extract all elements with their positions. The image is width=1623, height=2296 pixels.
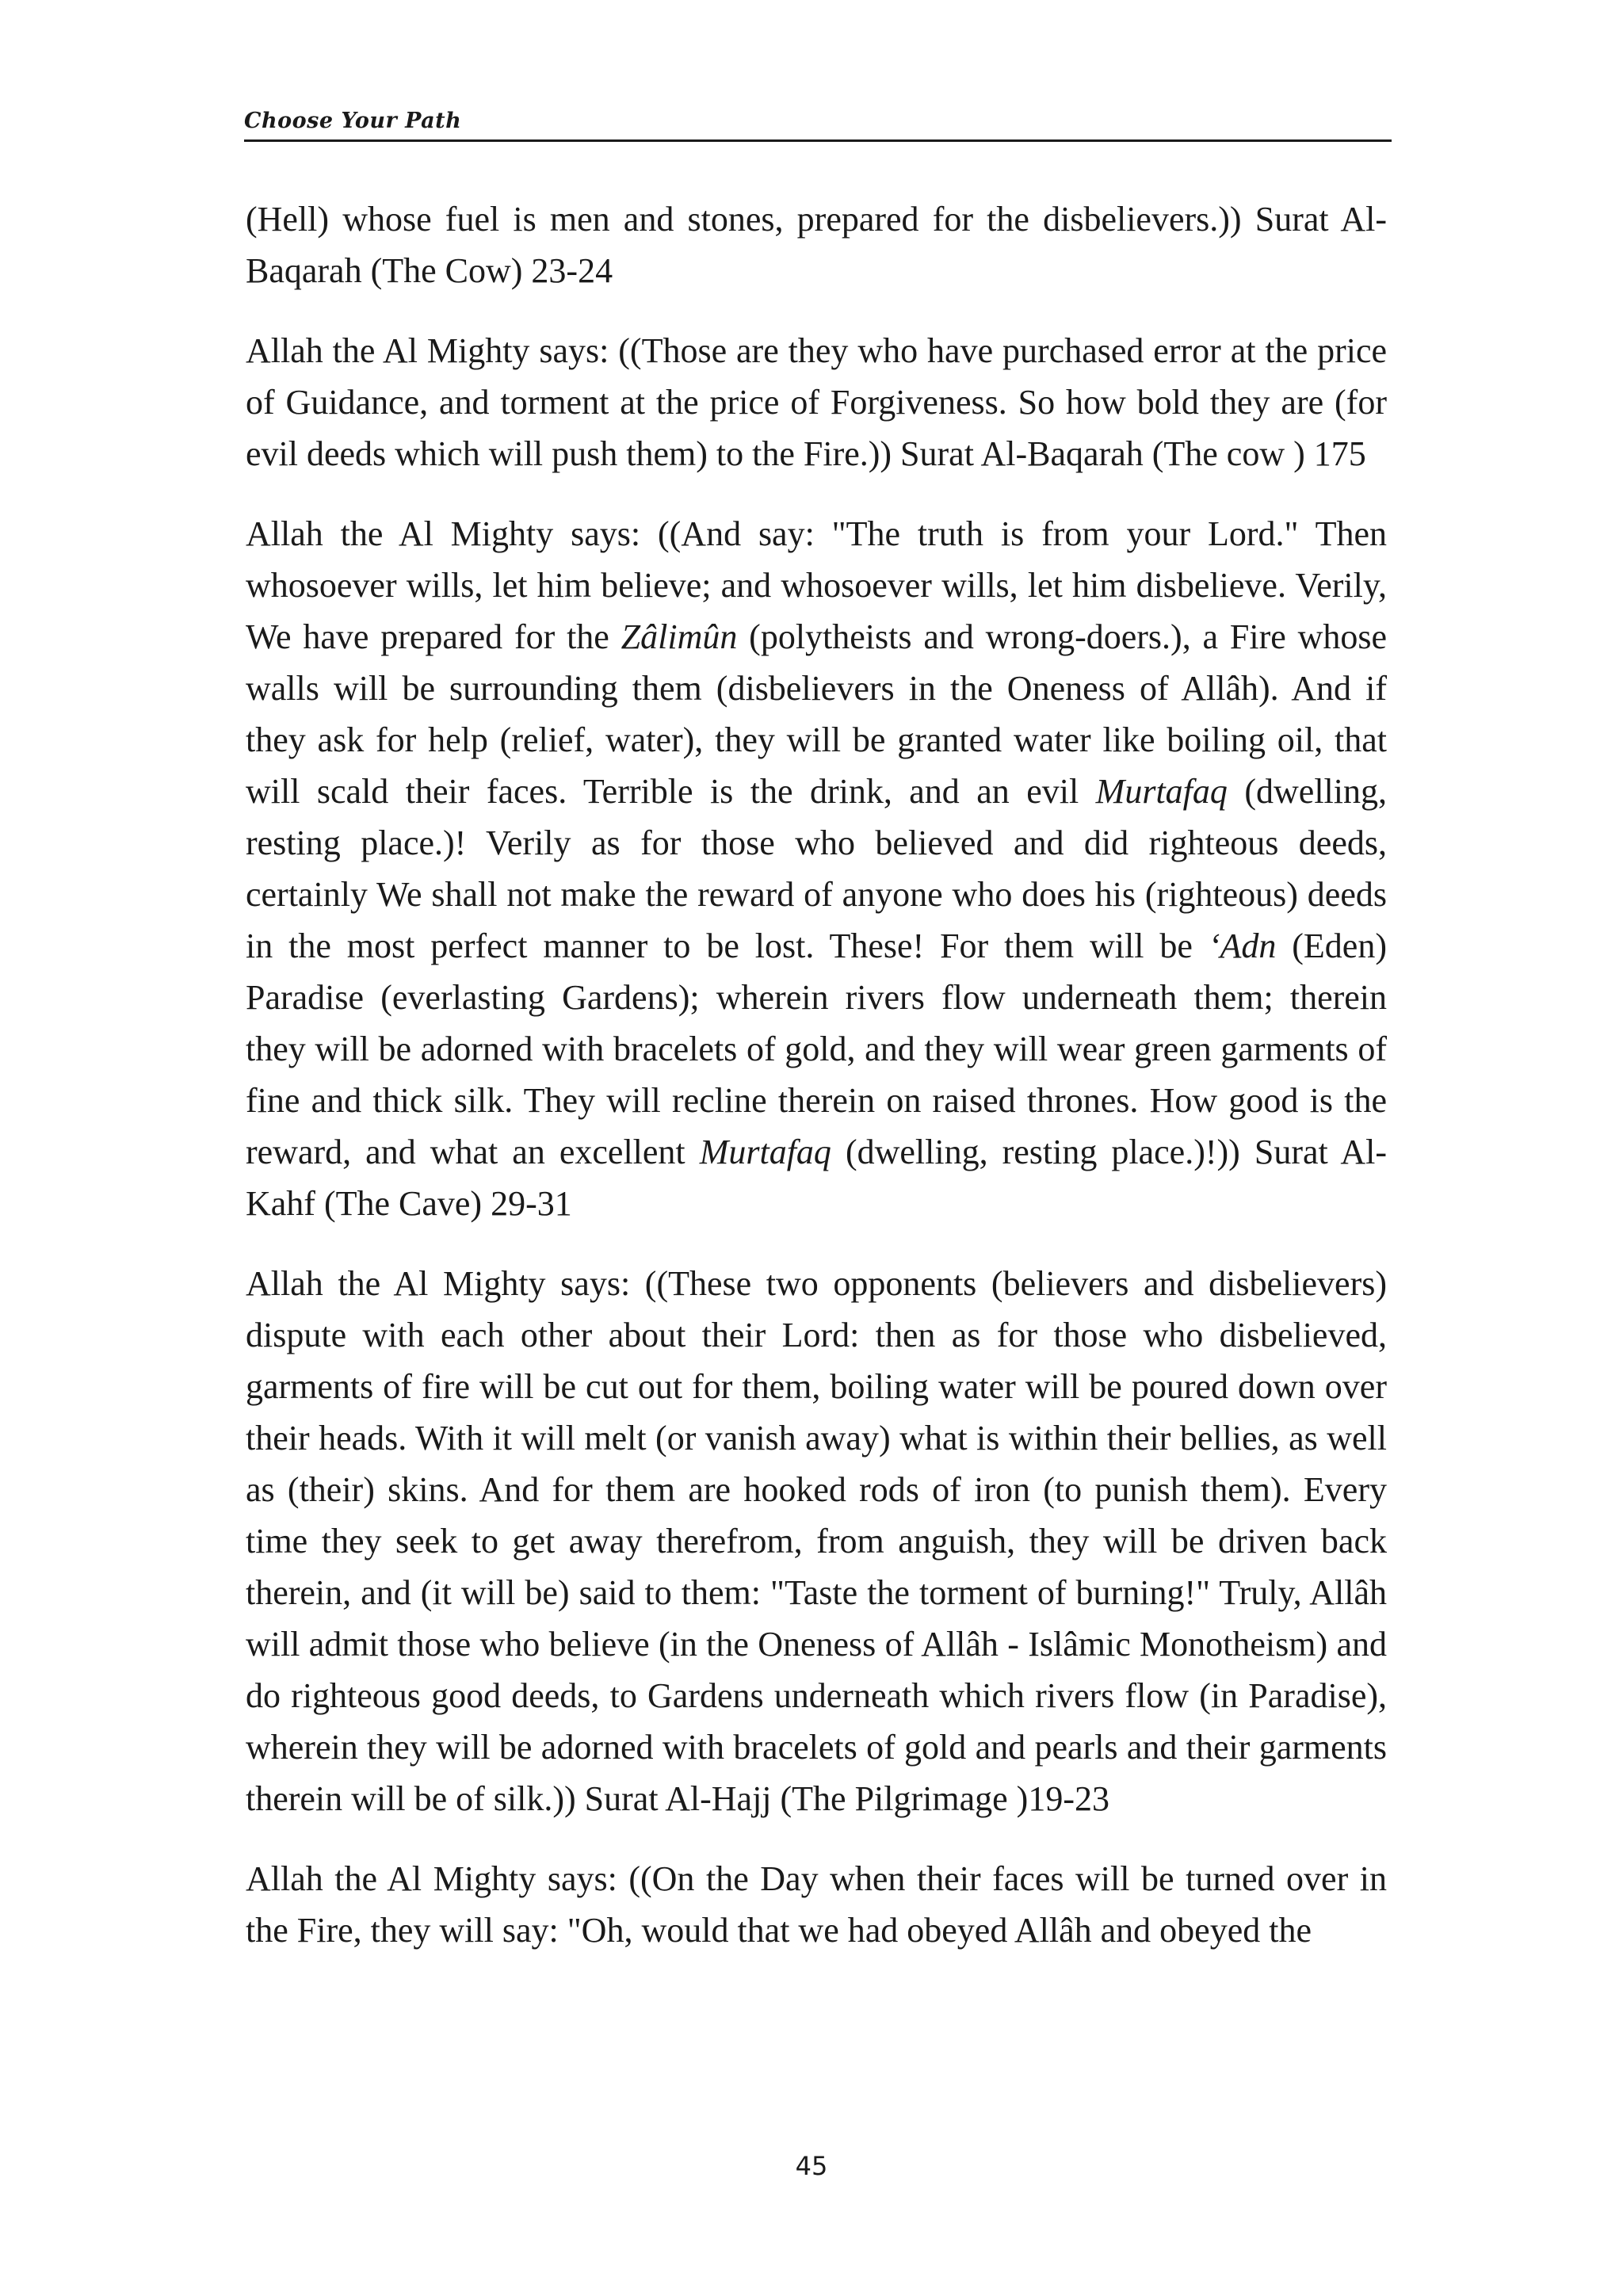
italic-term: Murtafaq xyxy=(699,1133,831,1171)
text-segment: Allah the Al Mighty says: ((Those are they who have purchased error at the price of Guidance, and torment at the price of Forgiveness. So how bold they are (for evil deeds which will push them) to the Fire.)) Surat Al-Baqarah (The cow ) 175 xyxy=(246,331,1387,473)
text-segment: (polytheists and wrong-doers.), a Fire whose walls will be surrounding them (disbelievers in the Oneness of Allâh). And if they ask for help (relief, water), they will be granted water like boiling oil, that will scald their faces. Terrible is the drink, and an evil xyxy=(246,617,1388,811)
italic-term: ‘Adn xyxy=(1208,926,1277,965)
paragraph-3 xyxy=(246,508,1387,1229)
text-segment: Allah the Al Mighty says: ((On the Day when their faces will be turned over in the Fire, they will say: "Oh, would that we had obeyed Allâh and obeyed the xyxy=(246,1859,1387,1950)
paragraph-2 xyxy=(246,325,1387,479)
text-segment: (dwelling, resting place.)!)) Surat Al-Kahf (The Cave) 29-31 xyxy=(246,1133,1387,1223)
text-segment: (dwelling, resting place.)! Verily as for those who believed and did righteous deeds, certainly We shall not make the reward of anyone who does his (righteous) deeds in the most perfect manner to be lost. These! For them will be xyxy=(246,772,1387,965)
text-segment: Allah the Al Mighty says: ((And say: "The truth is from your Lord." Then whosoever wills, let him believe; and whosoever wills, let him disbelieve. Verily, We have prepared for the xyxy=(246,514,1387,656)
paragraph-4 xyxy=(246,1258,1387,1824)
running-header xyxy=(244,94,1392,142)
paragraph-5 xyxy=(246,1853,1387,1956)
body-text xyxy=(246,193,1387,1985)
text-segment: (Eden) Paradise (everlasting Gardens); wherein rivers flow underneath them; therein they will be adorned with bracelets of gold, and they will wear green garments of fine and thick silk. They will recline therein on raised thrones. How good is the reward, and what an excellent xyxy=(246,926,1387,1171)
text-segment: Allah the Al Mighty says: ((These two opponents (believers and disbelievers) dispute with each other about their Lord: then as for those who disbelieved, garments of fire will be cut out for them, boiling water will be poured down over their heads. With it will melt (or vanish away) what is within their bellies, as well as (their) skins. And for them are hooked rods of iron (to punish them). Every time they seek to get away therefrom, from anguish, they will be driven back therein, and (it will be) said to them: "Taste the torment of burning!" Truly, Allâh will admit those who believe (in the Oneness of Allâh - Islâmic Monotheism) and do righteous good deeds, to Gardens underneath which rivers flow (in Paradise), wherein they will be adorned with bracelets of gold and pearls and their garments therein will be of silk.)) Surat Al-Hajj (The Pilgrimage )19-23 xyxy=(246,1264,1387,1818)
paragraph-1 xyxy=(246,193,1387,296)
header-title: Choose Your Path xyxy=(244,109,462,133)
italic-term: Zâlimûn xyxy=(621,617,738,656)
page-number: 45 xyxy=(795,2151,828,2181)
italic-term: Murtafaq xyxy=(1095,772,1228,811)
text-segment: (Hell) whose fuel is men and stones, prepared for the disbelievers.)) Surat Al-Baqarah (The Cow) 23-24 xyxy=(246,200,1387,290)
